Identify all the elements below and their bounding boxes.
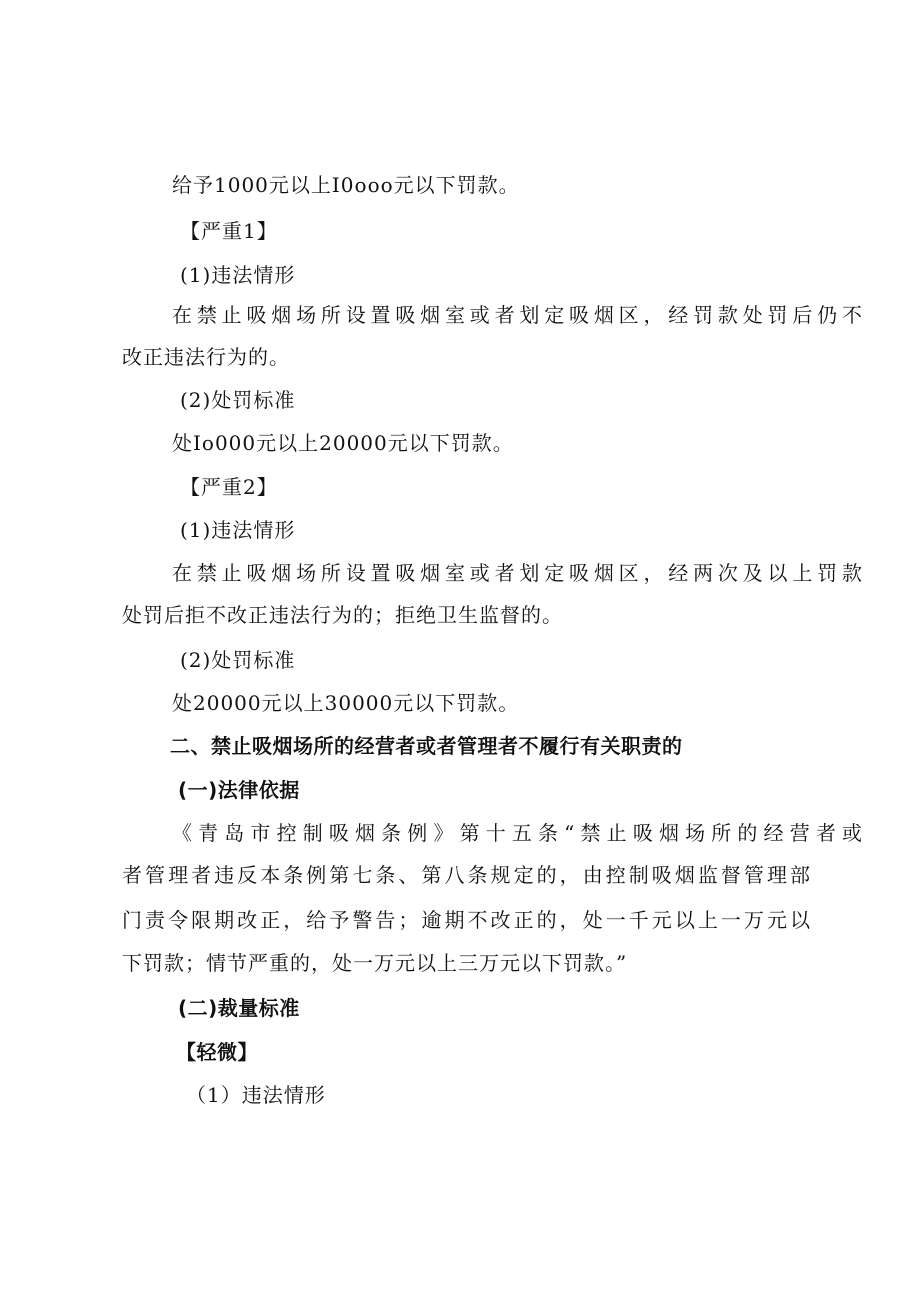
section-label-minor: 【轻微】 [176,1040,258,1064]
paragraph-line: 下罚款；情节严重的，处一万元以上三万元以下罚款。” [122,951,628,975]
paragraph-line: 改正违法行为的。 [122,345,290,369]
paragraph-line: 给予1000元以上I0ooo元以下罚款。 [172,173,520,197]
section-heading: 二、禁止吸烟场所的经营者或者管理者不履行有关职责的 [170,734,683,758]
paragraph-line: 在禁止吸烟场所设置吸烟室或者划定吸烟区，经罚款处罚后仍不 [172,303,862,327]
subheading-penalty: (2)处罚标准 [180,388,296,412]
paragraph-line: 在禁止吸烟场所设置吸烟室或者划定吸烟区，经两次及以上罚款 [172,561,862,585]
paragraph-line: 《青岛市控制吸烟条例》第十五条“禁止吸烟场所的经营者或 [172,821,862,845]
paragraph-line: 者管理者违反本条例第七条、第八条规定的，由控制吸烟监督管理部 [122,863,810,887]
paragraph-line: 门责令限期改正，给予警告；逾期不改正的，处一千元以上一万元以 [122,908,810,932]
subheading-violation: (1)违法情形 [180,518,296,542]
subheading-violation: (1)违法情形 [180,263,296,287]
paragraph-line: 处20000元以上30000元以下罚款。 [172,691,520,715]
subsection-heading-legal-basis: (一)法律依据 [178,778,300,802]
subheading-violation: （1）违法情形 [186,1083,326,1107]
section-label-severe-1: 【严重1】 [180,219,278,243]
subsection-heading-standard: (二)裁量标准 [178,996,300,1020]
section-label-severe-2: 【严重2】 [180,475,278,499]
paragraph-line: 处Io000元以上20000元以下罚款。 [172,431,514,455]
paragraph-line: 处罚后拒不改正违法行为的；拒绝卫生监督的。 [122,603,563,627]
subheading-penalty: (2)处罚标准 [180,648,296,672]
